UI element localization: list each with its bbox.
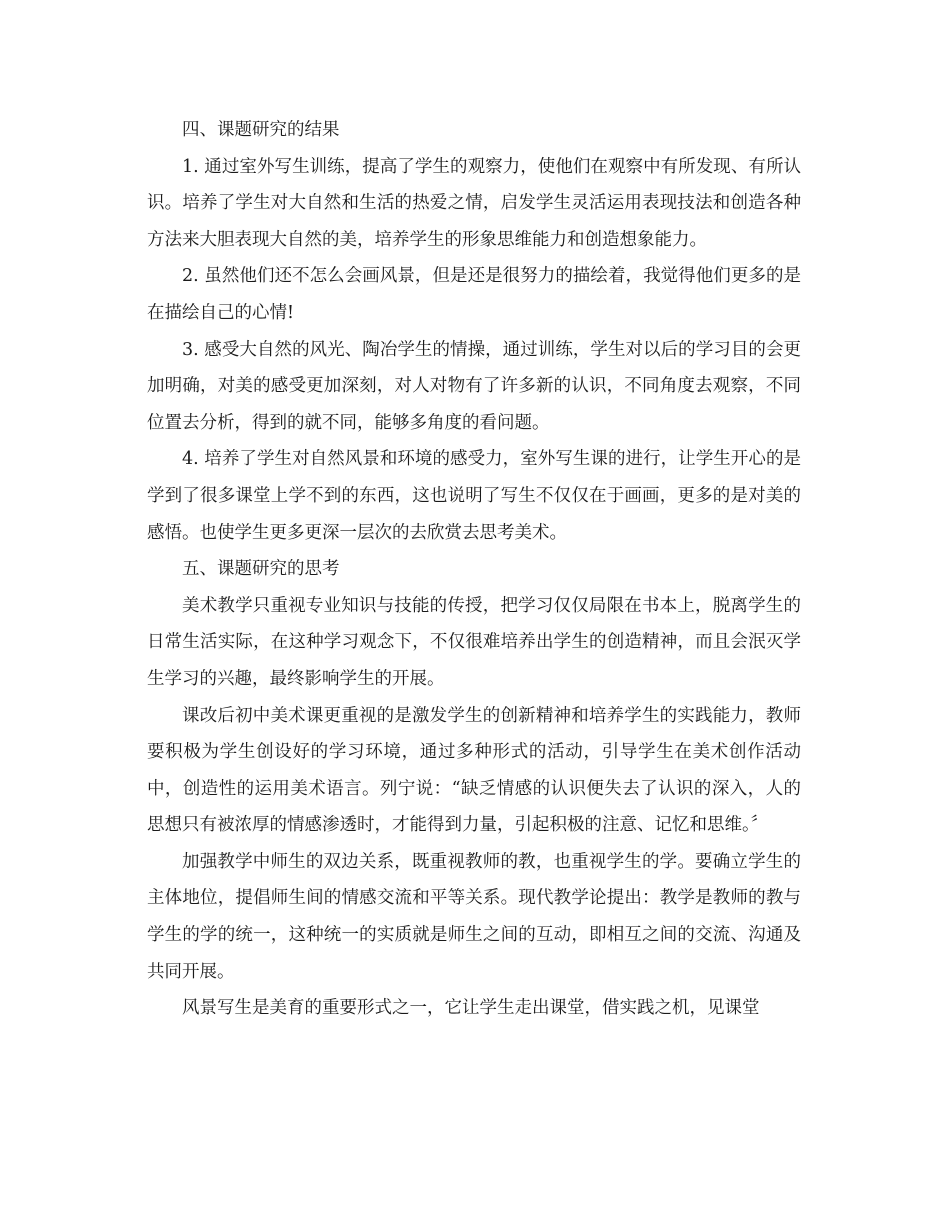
section-heading-reflection: 五、课题研究的思考: [182, 559, 340, 580]
reflection-paragraph-1: 美术教学只重视专业知识与技能的传授，把学习仅仅局限在书本上，脱离学生的日常生活实际，在这种学习观念下，不仅很难培养出学生的创造精神，而且会泯灭学生学习的兴趣，最终影响学生的开展。: [147, 595, 801, 689]
section-heading-results: 四、课题研究的结果: [182, 120, 340, 140]
result-item-4: 4. 培养了学生对自然风景和环境的感受力，室外写生课的进行，让学生开心的是学到了很多课堂上学不到的东西，这也说明了写生不仅仅在于画画，更多的是对美的感悟。也使学生更多更深一层次的去欣赏去思考美术。: [147, 449, 801, 543]
reflection-paragraph-3: 加强教学中师生的双边关系，既重视教师的教，也重视学生的学。要确立学生的主体地位，提倡师生间的情感交流和平等关系。现代教学论提出：教学是教师的教与学生的学的统一，这种统一的实质就是师生之间的互动，即相互之间的交流、沟通及共同开展。: [147, 851, 801, 982]
result-item-2: 2. 虽然他们还不怎么会画风景，但是还是很努力的描绘着，我觉得他们更多的是在描绘自己的心情!: [147, 266, 801, 323]
result-item-1: 1. 通过室外写生训练，提高了学生的观察力，使他们在观察中有所发现、有所认识。培养了学生对大自然和生活的热爱之情，启发学生灵活运用表现技法和创造各种方法来大胆表现大自然的美，培养学生的形象思维能力和创造想象能力。: [147, 156, 801, 250]
reflection-paragraph-4: 风景写生是美育的重要形式之一，它让学生走出课堂，借实践之机，见课堂: [182, 998, 760, 1019]
document-body: [147, 112, 801, 1027]
result-item-3: 3. 感受大自然的风光、陶冶学生的情操，通过训练，学生对以后的学习目的会更加明确，对美的感受更加深刻，对人对物有了许多新的认识，不同角度去观察，不同位置去分析，得到的就不同，能够多角度的看问题。: [147, 339, 801, 433]
reflection-paragraph-2: 课改后初中美术课更重视的是激发学生的创新精神和培养学生的实践能力，教师要积极为学生创设好的学习环境，通过多种形式的活动，引导学生在美术创作活动中，创造性的运用美术语言。列宁说：“缺乏情感的认识便失去了认识的深入，人的思想只有被浓厚的情感渗透时，才能得到力量，引起积极的注意、记忆和思维。〞: [147, 705, 801, 836]
